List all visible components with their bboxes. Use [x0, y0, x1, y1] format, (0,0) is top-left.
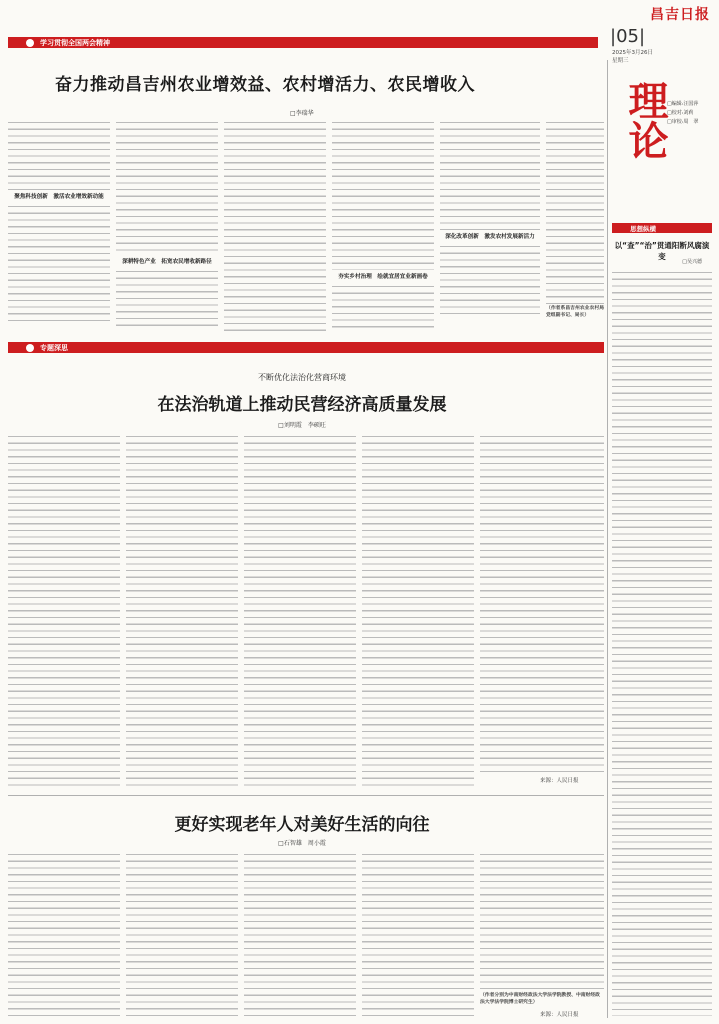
article3-source: 来源：人民日报 — [540, 1012, 579, 1018]
article3-byline: □石智雄 周小霞 — [278, 840, 326, 847]
sidebar-banner — [612, 223, 712, 233]
colophon-title: 理论 — [622, 80, 669, 160]
article3-col5 — [480, 852, 604, 990]
article1-sub3: 夯实乡村治理 绘就宜居宜业新画卷 — [338, 274, 428, 280]
article1-byline: □李瑞华 — [290, 110, 314, 117]
section-banner — [8, 37, 598, 48]
article1-col4 — [332, 120, 434, 332]
divider — [8, 795, 604, 796]
sidebar-title: 以“查”“治”贯通阳断风腐演变 — [614, 241, 710, 261]
article3-col2 — [126, 852, 238, 1016]
colophon — [612, 80, 712, 220]
page-number: |05| — [610, 26, 646, 47]
masthead-logo: 昌吉日报 — [650, 7, 710, 23]
article2-col2 — [126, 434, 238, 790]
article1-author-note: （作者系昌吉州农业农村局党组副书记、局长） — [546, 305, 604, 318]
article1-sub4: 深化改革创新 激发农村发展新活力 — [445, 234, 535, 240]
article2-col5 — [480, 434, 604, 774]
colophon-review: □审校:周 翠 — [667, 119, 699, 125]
article1-sub2: 深耕特色产业 拓宽农民增收新路径 — [122, 259, 212, 265]
article2-col4 — [362, 434, 474, 790]
article3-col1 — [8, 852, 120, 1016]
sidebar-banner-label: 思想纵横 — [630, 224, 656, 233]
article2-col1 — [8, 434, 120, 790]
article2-col3 — [244, 434, 356, 790]
article1-title: 奋力推动昌吉州农业增效益、农村增活力、农民增收入 — [55, 75, 475, 95]
sidebar-body — [612, 270, 712, 1016]
article1-col2 — [116, 120, 218, 332]
masthead — [600, 4, 712, 64]
column-divider — [607, 60, 608, 1018]
article1-col6 — [546, 120, 604, 332]
article1-sub1: 聚焦科技创新 激活农业增效新动能 — [14, 194, 104, 200]
article3-col3 — [244, 852, 356, 1016]
colophon-proof: □校对:刘莉 — [667, 110, 694, 116]
article1-col3 — [224, 120, 326, 332]
section2-banner-label: 专题深思 — [40, 343, 68, 352]
article3-title: 更好实现老年人对美好生活的向往 — [174, 815, 430, 835]
section-banner-label: 学习贯彻全国两会精神 — [40, 38, 110, 47]
circle-mark-icon — [26, 344, 34, 352]
article1-col1 — [8, 120, 110, 332]
colophon-editor: □编辑:汪国萍 — [667, 101, 699, 107]
article3-col4 — [362, 852, 474, 1016]
issue-weekday: 星期三 — [612, 58, 629, 64]
sidebar-byline: □吴兴德 — [682, 259, 702, 265]
issue-date: 2025年3月26日 — [612, 50, 653, 56]
article2-byline: □刘明霞 李硕旺 — [278, 422, 326, 429]
article1-col5 — [440, 120, 540, 332]
article2-title: 在法治轨道上推动民营经济高质量发展 — [157, 395, 447, 415]
circle-mark-icon — [26, 39, 34, 47]
article3-author-note: （作者分别为中南财经政法大学法学院教授、中南财经政法大学法学院博士研究生） — [480, 992, 600, 1005]
article2-source: 来源：人民日报 — [540, 778, 579, 784]
section2-banner — [8, 342, 604, 353]
article2-kicker: 不断优化法治化营商环境 — [258, 373, 346, 382]
